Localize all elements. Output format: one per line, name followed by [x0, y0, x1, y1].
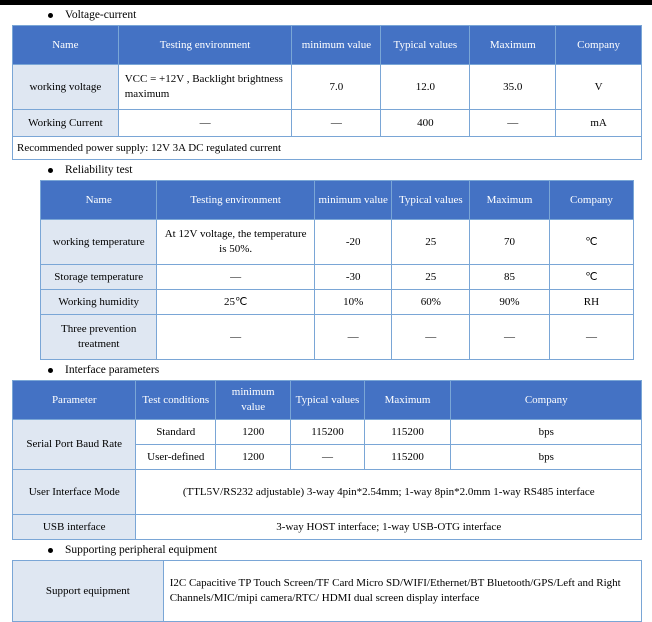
note-cell: Recommended power supply: 12V 3A DC regulated current — [13, 137, 642, 160]
voltage-current-table-wrap — [8, 25, 644, 160]
cell: Working Current — [13, 110, 119, 137]
support-equipment-table — [12, 560, 642, 622]
cell: USB interface — [13, 515, 136, 540]
column-header: Testing environment — [157, 181, 314, 220]
cell: working voltage — [13, 65, 119, 110]
cell: 115200 — [364, 445, 451, 470]
section-heading-interface-parameters — [8, 360, 644, 380]
column-header: Maximum — [470, 26, 556, 65]
column-header: Test conditions — [136, 381, 216, 420]
table-note-row — [13, 137, 642, 160]
support-equipment-table-wrap — [8, 560, 644, 622]
cell: (TTL5V/RS232 adjustable) 3-way 4pin*2.54mm; 1-way 8pin*2.0mm 1-way RS485 interface — [136, 470, 642, 515]
cell: User-defined — [136, 445, 216, 470]
cell: Serial Port Baud Rate — [13, 420, 136, 470]
cell: — — [392, 315, 470, 360]
table-row — [13, 65, 642, 110]
table-row — [41, 290, 634, 315]
cell: I2C Capacitive TP Touch Screen/TF Card Micro SD/WIFI/Ethernet/BT Bluetooth/GPS/Left and Right Channels/MIC/mipi camera/RTC/ HDMI dual screen display interface — [163, 561, 641, 622]
cell: ℃ — [549, 220, 633, 265]
cell: -30 — [314, 265, 392, 290]
cell: 90% — [470, 290, 550, 315]
cell: — — [157, 265, 314, 290]
column-header: Parameter — [13, 381, 136, 420]
table-row — [13, 561, 642, 622]
cell: VCC = +12V , Backlight brightness maximum — [118, 65, 292, 110]
column-header: minimum value — [292, 26, 381, 65]
section-heading-supporting-peripheral-equipment — [8, 540, 644, 560]
cell: 25 — [392, 265, 470, 290]
cell: 60% — [392, 290, 470, 315]
cell: 115200 — [364, 420, 451, 445]
interface-parameters-table-wrap — [8, 380, 644, 540]
cell: 85 — [470, 265, 550, 290]
cell: Storage temperature — [41, 265, 157, 290]
cell: mA — [556, 110, 642, 137]
cell: RH — [549, 290, 633, 315]
section-heading-label: Supporting peripheral equipment — [65, 544, 218, 556]
cell: -20 — [314, 220, 392, 265]
cell: Standard — [136, 420, 216, 445]
section-heading-voltage-current — [8, 5, 644, 25]
cell: User Interface Mode — [13, 470, 136, 515]
cell: bps — [451, 445, 642, 470]
column-header: minimum value — [314, 181, 392, 220]
voltage-current-table — [12, 25, 642, 160]
column-header: Company — [451, 381, 642, 420]
cell: — — [314, 315, 392, 360]
cell: 10% — [314, 290, 392, 315]
cell: Working humidity — [41, 290, 157, 315]
interface-parameters-table — [12, 380, 642, 540]
cell: At 12V voltage, the temperature is 50%. — [157, 220, 314, 265]
cell: 7.0 — [292, 65, 381, 110]
cell: — — [157, 315, 314, 360]
table-row — [41, 265, 634, 290]
cell: 115200 — [291, 420, 364, 445]
cell: working temperature — [41, 220, 157, 265]
cell: Support equipment — [13, 561, 164, 622]
table-header-row — [41, 181, 634, 220]
cell: ℃ — [549, 265, 633, 290]
column-header: Maximum — [470, 181, 550, 220]
section-heading-reliability-test — [8, 160, 644, 180]
column-header: minimum value — [216, 381, 291, 420]
bullet-icon — [48, 548, 53, 553]
cell: 1200 — [216, 445, 291, 470]
cell: — — [470, 315, 550, 360]
cell: — — [292, 110, 381, 137]
cell: bps — [451, 420, 642, 445]
cell: — — [549, 315, 633, 360]
table-row — [13, 420, 642, 445]
bullet-icon — [48, 368, 53, 373]
bullet-icon — [48, 13, 53, 18]
reliability-test-table — [40, 180, 634, 360]
column-header: Maximum — [364, 381, 451, 420]
column-header: Typical values — [381, 26, 470, 65]
cell: 3-way HOST interface; 1-way USB-OTG interface — [136, 515, 642, 540]
column-header: Typical values — [291, 381, 364, 420]
cell: — — [470, 110, 556, 137]
cell: 400 — [381, 110, 470, 137]
column-header: Typical values — [392, 181, 470, 220]
column-header: Company — [556, 26, 642, 65]
table-row — [41, 315, 634, 360]
cell: 12.0 — [381, 65, 470, 110]
cell: 25 — [392, 220, 470, 265]
cell: 70 — [470, 220, 550, 265]
column-header: Name — [41, 181, 157, 220]
section-heading-label: Voltage-current — [65, 9, 137, 21]
cell: 1200 — [216, 420, 291, 445]
reliability-test-table-wrap — [8, 180, 644, 360]
section-heading-label: Reliability test — [65, 164, 133, 176]
cell: 35.0 — [470, 65, 556, 110]
bullet-icon — [48, 168, 53, 173]
table-row — [13, 515, 642, 540]
cell: Three prevention treatment — [41, 315, 157, 360]
table-row — [13, 110, 642, 137]
column-header: Testing environment — [118, 26, 292, 65]
cell: 25℃ — [157, 290, 314, 315]
column-header: Name — [13, 26, 119, 65]
table-row — [13, 470, 642, 515]
cell: — — [118, 110, 292, 137]
column-header: Company — [549, 181, 633, 220]
cell: V — [556, 65, 642, 110]
table-header-row — [13, 381, 642, 420]
table-row — [41, 220, 634, 265]
section-heading-label: Interface parameters — [65, 364, 160, 376]
cell: — — [291, 445, 364, 470]
table-header-row — [13, 26, 642, 65]
